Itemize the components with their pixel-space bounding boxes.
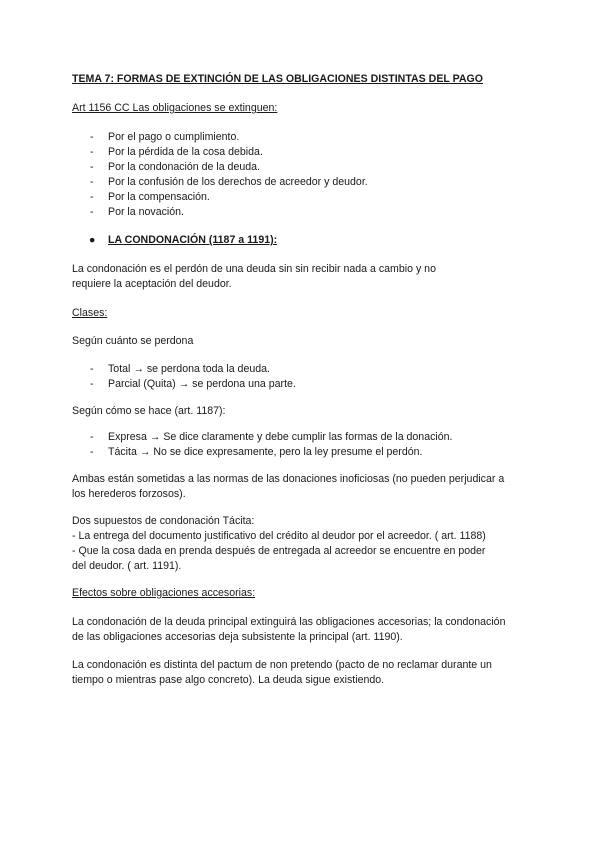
text-line: los herederos forzosos). [72, 488, 186, 500]
pactum-paragraph [72, 658, 532, 688]
text-line: La condonación es el perdón de una deuda sin sin recibir nada a cambio y no [72, 263, 436, 275]
text-line: Dos supuestos de condonación Tácita: [72, 515, 255, 527]
ambas-paragraph [72, 472, 532, 502]
bullet-icon: ● [89, 234, 96, 246]
cuanto-list [72, 362, 532, 392]
definition-paragraph [72, 262, 532, 292]
text-line: del deudor. ( art. 1191). [72, 560, 182, 572]
text-line: La condonación de la deuda principal extinguirá las obligaciones accesorias; la condonación [72, 616, 506, 628]
list-item: - Total → se perdona toda la deuda. [72, 362, 532, 377]
efectos-paragraph [72, 615, 532, 645]
list-item: - Tácita → No se dice expresamente, pero la ley presume el perdón. [72, 445, 532, 460]
list-item: - Por el pago o cumplimiento. [72, 130, 532, 145]
text-line: Ambas están sometidas a las normas de las donaciones inoficiosas (no pueden perjudicar a [72, 473, 505, 485]
list-item: - Por la confusión de los derechos de acreedor y deudor. [72, 175, 532, 190]
list-item: - Por la pérdida de la cosa debida. [72, 145, 532, 160]
list-item: - Expresa → Se dice claramente y debe cumplir las formas de la donación. [72, 430, 532, 445]
list-item: - Por la novación. [72, 205, 532, 220]
segun-como-label: Según cómo se hace (art. 1187): [72, 405, 226, 417]
page-title: TEMA 7: FORMAS DE EXTINCIÓN DE LAS OBLIGACIONES DISTINTAS DEL PAGO [72, 73, 484, 85]
text-line: - Que la cosa dada en prenda después de entregada al acreedor se encuentre en poder [72, 545, 486, 557]
text-line: La condonación es distinta del pactum de non pretendo (pacto de no reclamar durante un [72, 659, 492, 671]
segun-cuanto-label: Según cuánto se perdona [72, 335, 194, 347]
text-line: de las obligaciones accesorias deja subsistente la principal (art. 1190). [72, 631, 403, 643]
art-heading: Art 1156 CC Las obligaciones se extinguen: [72, 102, 278, 114]
clases-label: Clases: [72, 307, 108, 319]
list-item: - Parcial (Quita) → se perdona una parte. [72, 377, 532, 392]
text-line: - La entrega del documento justificativo del crédito al deudor por el acreedor. ( art. 1188) [72, 530, 486, 542]
dos-supuestos-paragraph [72, 514, 532, 574]
text-line: tiempo o mientras pase algo concreto). La deuda sigue existiendo. [72, 674, 385, 686]
extinction-list [72, 130, 532, 220]
list-item: - Por la compensación. [72, 190, 532, 205]
text-line: requiere la aceptación del deudor. [72, 278, 232, 290]
section-heading: LA CONDONACIÓN (1187 a 1191): [108, 234, 278, 246]
list-item: - Por la condonación de la deuda. [72, 160, 532, 175]
efectos-label: Efectos sobre obligaciones accesorias: [72, 587, 256, 599]
como-list [72, 430, 532, 460]
